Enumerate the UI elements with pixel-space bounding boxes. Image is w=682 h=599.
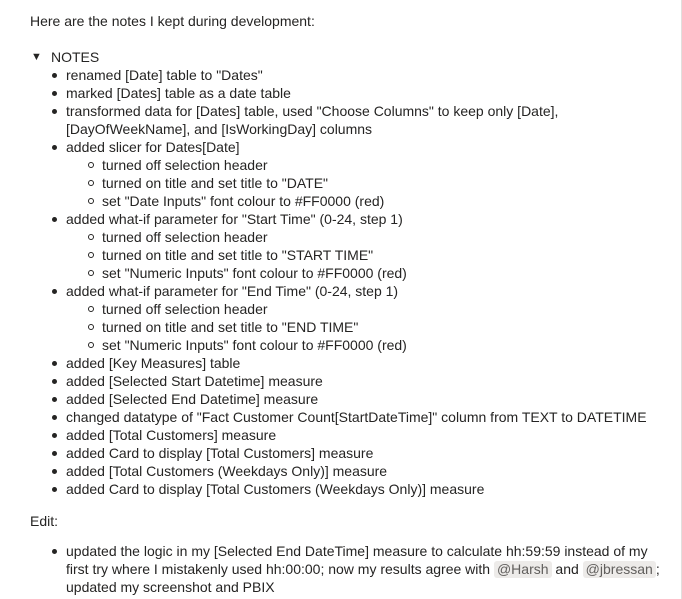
edit-list-item: [66, 542, 670, 596]
note-item: [66, 444, 670, 462]
edit-text-between: and: [551, 561, 583, 577]
note-item: [66, 102, 670, 138]
note-subitem: turned on title and set title to "DATE": [102, 174, 670, 192]
note-item: [66, 390, 670, 408]
note-text: added what-if parameter for "End Time" (0-24, step 1): [66, 283, 399, 299]
note-item: [66, 282, 670, 354]
notes-details: [30, 48, 670, 498]
note-subitem: turned on title and set title to "START TIME": [102, 246, 670, 264]
note-text: marked [Dates] table as a date table: [66, 85, 291, 101]
notes-summary-toggle[interactable]: [31, 48, 670, 66]
note-subitem: turned off selection header: [102, 228, 670, 246]
post-body: [30, 12, 670, 596]
triangle-down-icon: ▼: [31, 51, 42, 63]
note-item: [66, 354, 670, 372]
note-subitem: turned off selection header: [102, 300, 670, 318]
note-item: [66, 462, 670, 480]
note-text: added [Key Measures] table: [66, 355, 241, 371]
note-text: added Card to display [Total Customers (Weekdays Only)] measure: [66, 481, 485, 497]
note-subitem: turned off selection header: [102, 156, 670, 174]
mention-harsh[interactable]: @Harsh: [494, 561, 552, 578]
note-sublist: [66, 228, 670, 282]
note-item: [66, 84, 670, 102]
mention-jbressan[interactable]: @jbressan: [583, 561, 656, 578]
note-subitem: turned on title and set title to "END TIME": [102, 318, 670, 336]
note-item: [66, 210, 670, 282]
note-text: added [Total Customers (Weekdays Only)] measure: [66, 463, 388, 479]
note-item: [66, 426, 670, 444]
notes-list: [30, 66, 670, 498]
edit-text-part1: updated the logic in my [Selected End DateTime] measure to calculate hh:59:59 instead of my first try where I mistakenly used hh:00:00; now my results agree with: [66, 543, 648, 577]
note-text: added slicer for Dates[Date]: [66, 139, 240, 155]
edit-list: [30, 542, 670, 596]
note-subitem: set "Date Inputs" font colour to #FF0000 (red): [102, 192, 670, 210]
note-sublist: [66, 300, 670, 354]
note-text: added what-if parameter for "Start Time" (0-24, step 1): [66, 211, 403, 227]
note-subitem: set "Numeric Inputs" font colour to #FF0000 (red): [102, 336, 670, 354]
edit-label: Edit:: [30, 513, 59, 529]
note-item: [66, 408, 670, 426]
note-text: added [Selected Start Datetime] measure: [66, 373, 323, 389]
note-text: transformed data for [Dates] table, used "Choose Columns" to keep only [Date], [DayOfWeekName], and [IsWorkingDay] columns: [66, 103, 559, 137]
note-text: changed datatype of "Fact Customer Count[StartDateTime]" column from TEXT to DATETIME: [66, 409, 647, 425]
note-item: [66, 480, 670, 498]
note-subitem: set "Numeric Inputs" font colour to #FF0000 (red): [102, 264, 670, 282]
edit-text-part2: ; updated my screenshot and PBIX: [66, 561, 660, 595]
notes-summary-label: NOTES: [51, 49, 100, 65]
note-item: [66, 138, 670, 210]
note-sublist: [66, 156, 670, 210]
note-text: added [Total Customers] measure: [66, 427, 277, 443]
post-intro: Here are the notes I kept during development:: [30, 13, 315, 29]
note-text: renamed [Date] table to "Dates": [66, 67, 263, 83]
note-item: [66, 66, 670, 84]
note-item: [66, 372, 670, 390]
note-text: added Card to display [Total Customers] measure: [66, 445, 374, 461]
note-text: added [Selected End Datetime] measure: [66, 391, 319, 407]
